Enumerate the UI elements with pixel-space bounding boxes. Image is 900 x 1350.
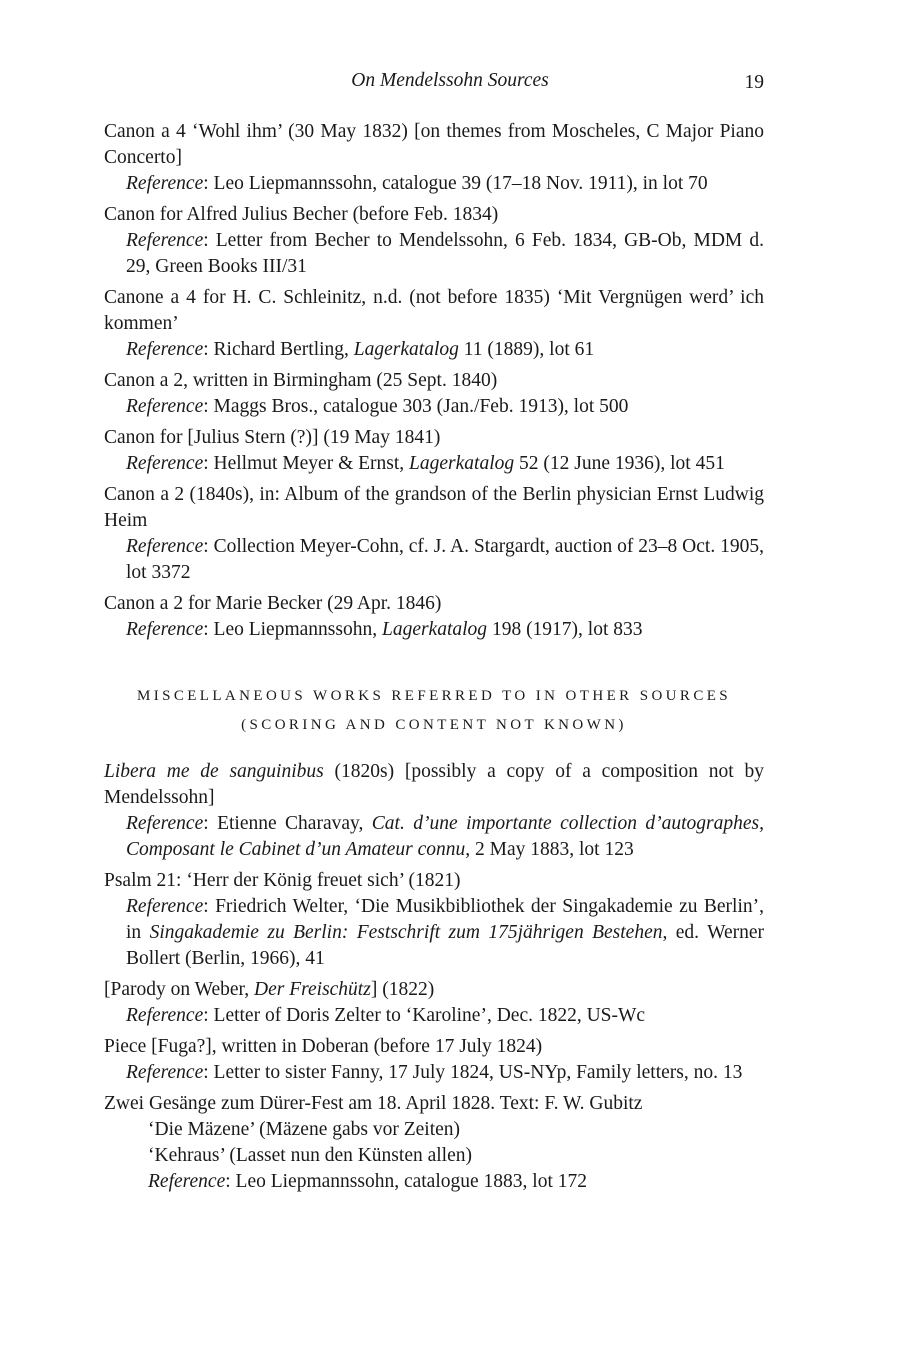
list-item bbox=[104, 202, 764, 280]
entry-title: Canon a 2 (1840s), in: Album of the grandson of the Berlin physician Ernst Ludwig Heim bbox=[104, 484, 764, 531]
entry-title: Canon a 2, written in Birmingham (25 Sept. 1840) bbox=[104, 370, 498, 391]
page-number: 19 bbox=[744, 72, 764, 93]
entry-title: Zwei Gesänge zum Dürer-Fest am 18. April 1828. Text: F. W. Gubitz bbox=[104, 1093, 643, 1114]
song-item: ‘Kehraus’ (Lasset nun den Künsten allen) bbox=[148, 1145, 472, 1166]
list-item bbox=[104, 482, 764, 586]
entry-reference: Reference: Hellmut Meyer & Ernst, Lagerkatalog 52 (12 June 1936), lot 451 bbox=[126, 453, 725, 474]
list-item bbox=[104, 285, 764, 363]
list-item bbox=[104, 977, 764, 1029]
reference-label: Reference bbox=[126, 536, 204, 557]
entry-reference: Reference: Maggs Bros., catalogue 303 (Jan./Feb. 1913), lot 500 bbox=[126, 396, 629, 417]
entry-title: Libera me de sanguinibus (1820s) [possibly a copy of a composition not by Mendelssohn] bbox=[104, 761, 764, 808]
list-item bbox=[104, 119, 764, 197]
reference-label: Reference bbox=[126, 396, 204, 417]
section-heading: MISCELLANEOUS WORKS REFERRED TO IN OTHER SOURCES (SCORING AND CONTENT NOT KNOWN) bbox=[136, 688, 732, 733]
entry-title: Canon for Alfred Julius Becher (before Feb. 1834) bbox=[104, 204, 499, 225]
list-item bbox=[104, 1034, 764, 1086]
reference-label: Reference bbox=[126, 339, 204, 360]
canon-list bbox=[104, 119, 764, 648]
entry-reference: Reference: Leo Liepmannssohn, catalogue 39 (17–18 Nov. 1911), in lot 70 bbox=[126, 173, 708, 194]
list-item bbox=[104, 591, 764, 643]
running-head: On Mendelssohn Sources bbox=[351, 70, 549, 91]
list-item bbox=[104, 425, 764, 477]
list-item bbox=[104, 368, 764, 420]
list-item bbox=[104, 1091, 764, 1195]
entry-title: [Parody on Weber, Der Freischütz] (1822) bbox=[104, 979, 435, 1000]
entry-title: Canon for [Julius Stern (?)] (19 May 1841) bbox=[104, 427, 441, 448]
entry-reference: Reference: Letter to sister Fanny, 17 July 1824, US-NYp, Family letters, no. 13 bbox=[126, 1062, 743, 1083]
entry-reference: Reference: Letter from Becher to Mendelssohn, 6 Feb. 1834, GB-Ob, MDM d. 29, Green Books III/31 bbox=[126, 230, 764, 277]
reference-label: Reference bbox=[126, 619, 204, 640]
reference-label: Reference bbox=[126, 453, 204, 474]
entry-reference: Reference: Friedrich Welter, ‘Die Musikbibliothek der Singakademie zu Berlin’, in Singakademie zu Berlin: Festschrift zum 175jährigen Bestehen, ed. Werner Bollert (Berlin, 1966), 41 bbox=[126, 896, 765, 969]
reference-label: Reference bbox=[126, 1062, 204, 1083]
reference-label: Reference bbox=[126, 1005, 204, 1026]
entry-reference: Reference: Richard Bertling, Lagerkatalog 11 (1889), lot 61 bbox=[126, 339, 595, 360]
entry-title: Canone a 4 for H. C. Schleinitz, n.d. (not before 1835) ‘Mit Vergnügen werd’ ich kommen’ bbox=[104, 287, 764, 334]
reference-label: Reference bbox=[126, 230, 204, 251]
entry-title: Canon a 4 ‘Wohl ihm’ (30 May 1832) [on themes from Moscheles, C Major Piano Concerto] bbox=[104, 121, 764, 168]
reference-label: Reference bbox=[126, 813, 204, 834]
entry-title: Canon a 2 for Marie Becker (29 Apr. 1846) bbox=[104, 593, 442, 614]
reference-label: Reference bbox=[126, 896, 204, 917]
entry-reference: Reference: Etienne Charavay, Cat. d’une importante collection d’autographes, Composant le Cabinet d’un Amateur connu, 2 May 1883, lot 123 bbox=[126, 813, 764, 860]
list-item bbox=[104, 759, 764, 863]
entry-reference: Reference: Leo Liepmannssohn, Lagerkatalog 198 (1917), lot 833 bbox=[126, 619, 643, 640]
entry-title: Piece [Fuga?], written in Doberan (before 17 July 1824) bbox=[104, 1036, 543, 1057]
reference-label: Reference bbox=[148, 1171, 226, 1192]
misc-list bbox=[104, 759, 764, 1200]
song-item: ‘Die Mäzene’ (Mäzene gabs vor Zeiten) bbox=[148, 1119, 461, 1140]
entry-reference: Reference: Leo Liepmannssohn, catalogue 1883, lot 172 bbox=[148, 1171, 587, 1192]
list-item bbox=[104, 868, 764, 972]
entry-title: Psalm 21: ‘Herr der König freuet sich’ (1821) bbox=[104, 870, 461, 891]
entry-reference: Reference: Letter of Doris Zelter to ‘Karoline’, Dec. 1822, US-Wc bbox=[126, 1005, 646, 1026]
reference-label: Reference bbox=[126, 173, 204, 194]
entry-reference: Reference: Collection Meyer-Cohn, cf. J. A. Stargardt, auction of 23–8 Oct. 1905, lot 3372 bbox=[126, 536, 765, 583]
